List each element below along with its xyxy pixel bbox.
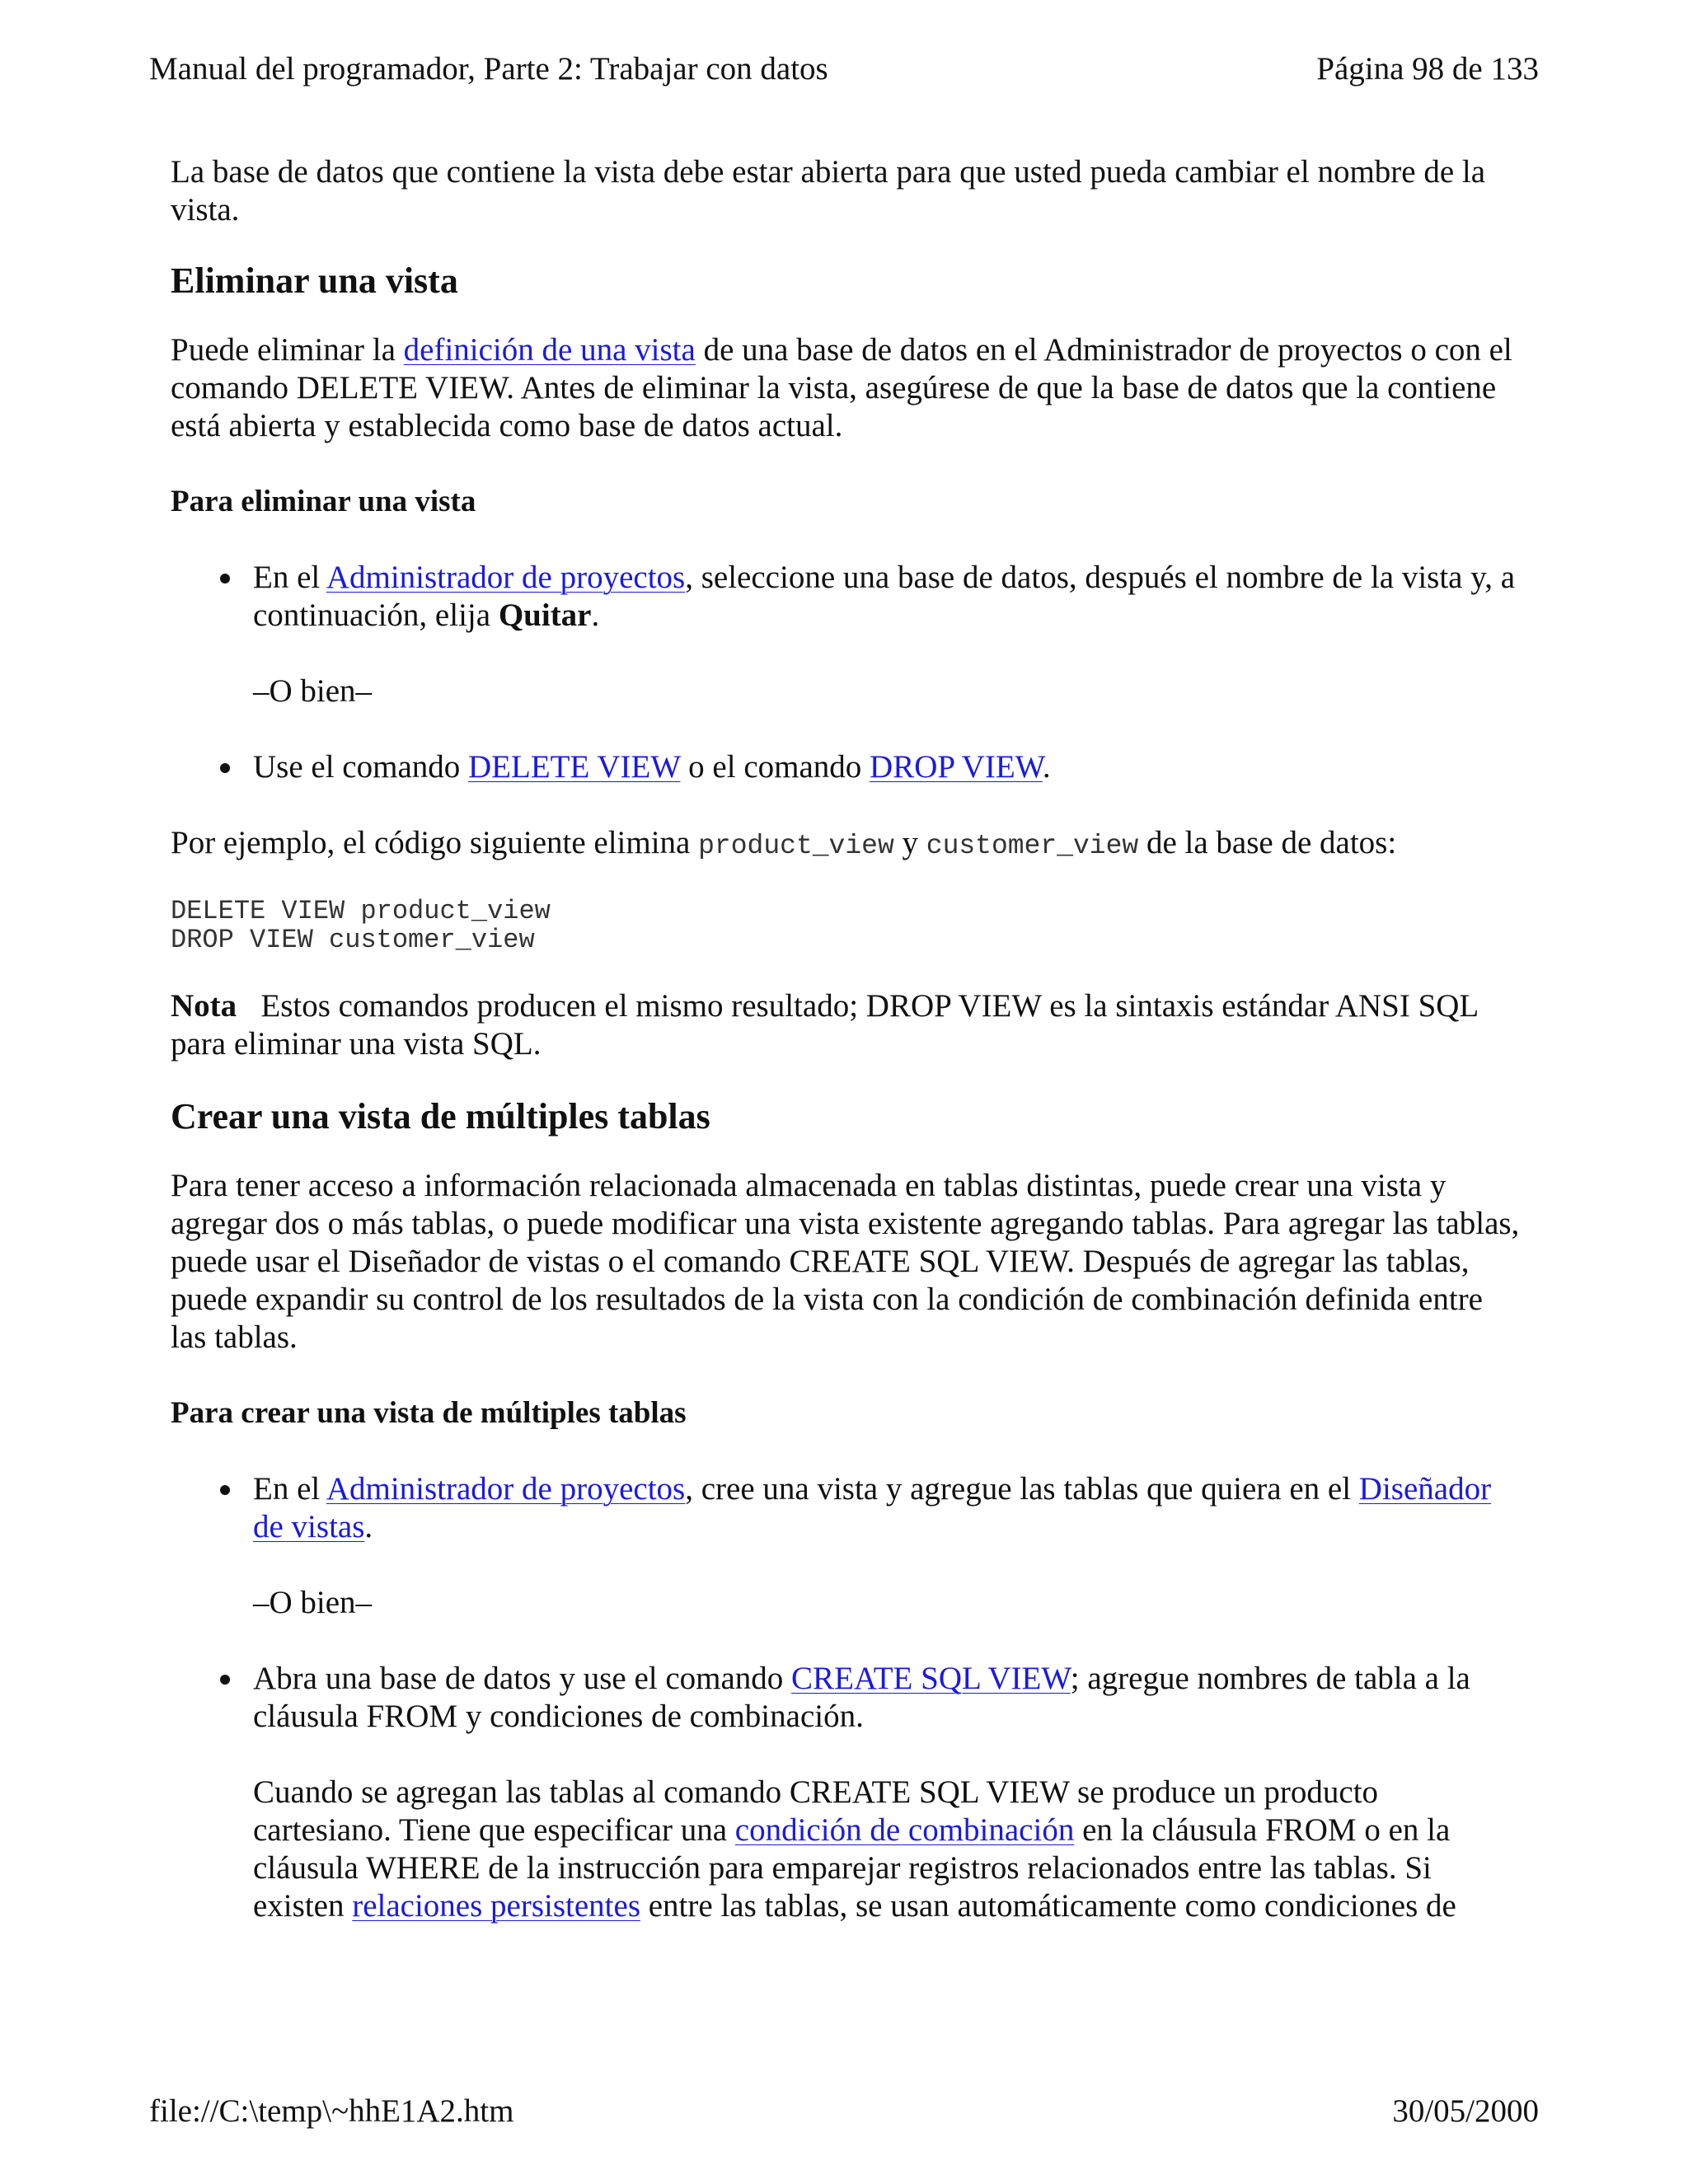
bullet-icon	[220, 1675, 230, 1685]
inline-code-product-view: product_view	[698, 831, 894, 861]
page-number: Página 98 de 133	[1316, 51, 1539, 87]
link-drop-view[interactable]: DROP VIEW	[870, 749, 1043, 785]
code-line: DROP VIEW customer_view	[171, 925, 535, 955]
section-heading-delete-view: Eliminar una vista	[171, 260, 458, 301]
bullet-icon	[220, 763, 230, 773]
link-view-definition[interactable]: definición de una vista	[403, 332, 696, 368]
page-footer	[149, 2092, 1539, 2131]
intro-paragraph: La base de datos que contiene la vista debe estar abierta para que usted pueda cambiar el nombre de la vista.	[171, 154, 1486, 227]
cartesian-product-paragraph: Cuando se agregan las tablas al comando CREATE SQL VIEW se produce un producto cartesiano. Tiene que especificar una condición de combinación en la cláusula FROM o en la cláusula WHERE de la instrucción para emparejar registros relacionados entre las tablas. Si	[253, 1774, 1451, 1886]
section-heading-multi-table-view: Crear una vista de múltiples tablas	[171, 1096, 710, 1137]
link-project-manager[interactable]: Administrador de proyectos	[326, 1471, 686, 1507]
document-body	[171, 153, 1522, 1965]
list-item: Abra una base de datos y use el comando CREATE SQL VIEW; agregue nombres de tabla a la cláusula FROM y condiciones de combinación.	[171, 1660, 1522, 1736]
quitar-label: Quitar	[498, 598, 592, 633]
procedure-heading-multi-table-view: Para crear una vista de múltiples tablas	[171, 1396, 687, 1430]
code-block	[171, 897, 1522, 954]
procedure-heading-delete-view: Para eliminar una vista	[171, 485, 476, 518]
multi-table-paragraph: Para tener acceso a información relacionada almacenada en tablas distintas, puede crear una vista y agregar dos o más tablas, o puede modificar una vista existente agregando tablas. Para agregar las tablas, puede usar el Diseñador de vistas o el comando CREATE SQL VIEW. Después de agregar las tablas, puede expandir su control de los resultados de la vista con la condición de combinación definida entre las tablas.	[171, 1168, 1520, 1355]
or-separator: –O bien–	[253, 1585, 373, 1620]
document-title: Manual del programador, Parte 2: Trabajar con datos	[149, 51, 828, 87]
page-header	[149, 49, 1539, 89]
print-date: 30/05/2000	[1392, 2093, 1539, 2129]
example-paragraph: Por ejemplo, el código siguiente elimina product_view y customer_view de la base de datos:	[171, 825, 1397, 861]
note-paragraph: Nota Estos comandos producen el mismo resultado; DROP VIEW es la sintaxis estándar ANSI SQL para eliminar una vista SQL.	[171, 988, 1486, 1062]
bullet-icon	[220, 1485, 230, 1495]
file-path: file://C:\temp\~hhE1A2.htm	[149, 2093, 514, 2129]
bullet-icon	[220, 574, 230, 583]
inline-code-customer-view: customer_view	[926, 831, 1139, 861]
code-line: DELETE VIEW product_view	[171, 896, 551, 926]
or-separator: –O bien–	[253, 673, 373, 709]
list-item: En el Administrador de proyectos, cree una vista y agregue las tablas que quiera en el Diseñador de vistas.	[171, 1470, 1522, 1546]
link-project-manager[interactable]: Administrador de proyectos	[326, 560, 686, 595]
list-item: En el Administrador de proyectos, seleccione una base de datos, después el nombre de la vista y, a continuación, elija Quitar.	[171, 559, 1522, 635]
link-persistent-relations[interactable]: relaciones persistentes	[352, 1888, 640, 1924]
link-delete-view[interactable]: DELETE VIEW	[468, 749, 681, 785]
link-create-sql-view[interactable]: CREATE SQL VIEW	[791, 1661, 1071, 1696]
note-label: Nota	[171, 988, 237, 1024]
delete-view-paragraph: Puede eliminar la definición de una vista de una base de datos en el Administrador de proyectos o con el comando DELETE VIEW. Antes de eliminar la vista, asegúrese de que la base de datos que la contiene está abierta y establecida como base de datos actual.	[171, 332, 1512, 443]
link-join-condition[interactable]: condición de combinación	[734, 1812, 1075, 1848]
truncated-line: existen relaciones persistentes entre las tablas, se usan automáticamente como condiciones de	[253, 1888, 1456, 1924]
link-view-designer[interactable]: Diseñador de vistas	[253, 1471, 1492, 1544]
list-item: Use el comando DELETE VIEW o el comando DROP VIEW.	[171, 748, 1522, 786]
